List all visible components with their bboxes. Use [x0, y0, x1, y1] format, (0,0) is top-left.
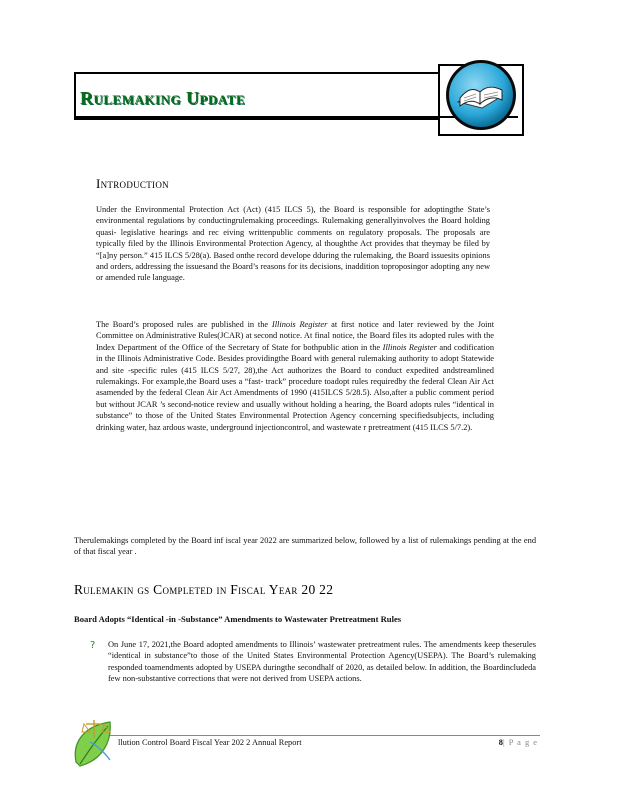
paragraph-2-italic-a: Illinois Register	[271, 320, 328, 329]
introduction-heading: Introduction	[96, 176, 169, 191]
page-number: 8	[498, 738, 503, 747]
completed-subheading: Board Adopts “Identical -in -Substance” Amendments to Wastewater Pretreatment Rules	[74, 614, 402, 624]
page-label: | P a g e	[502, 738, 538, 747]
bullet-paragraph: On June 17, 2021,the Board adopted amendments to Illinois’ wastewater pretreatment rules. The amendments keep theserules “identical in substance”to those of the United States Environmental Protection Agency(USEPA). The Board’s rulemaking responded toamendments adopted by USEPA duringthe secondhalf of 2020, as detailed below. In addition, the Boardincludeda few non-substantive corrections that were not derived from USEPA actions.	[108, 640, 536, 684]
intro-paragraph-1: Under the Environmental Protection Act (Act) (415 ILCS 5), the Board is responsible for adoptingthe State’s environmental regulations by conductingrulemaking proceedings. Rulemaking generallyinvolves the Board holding quasi- legislative hearings and rec eiving writtenpublic comments on regulatory proposals. The proposals are typically filed by the Illinois Environmental Protection Agency, al thoughthe Act provides that theymay be filed by “[a]ny person.” 415 ILCS 5/28(a). Based onthe record develope dduring the rulemaking, the Board issuesits opinions and orders, addressing the issuesand the Board’s reasons for its decisions, inaddition toproposingor adopting any new or amended rule language.	[96, 205, 490, 283]
paragraph-2-italic-b: Illinois Register	[382, 342, 437, 352]
leaf-scales-logo	[70, 712, 122, 770]
open-book-icon	[444, 58, 518, 132]
page-indicator	[499, 738, 538, 747]
bullet-marker: ?	[90, 640, 96, 651]
paragraph-2-text-c: and codification in the Illinois Administrative Code. Besides providingthe Board with general rulemaking authority to adopt Statewide and site -specific rules (415 ILCS 5/27, 28),the Act authorizes the Board to conduct expedited andstreamlined rulemakings. For example,the Board uses a “fast- track” procedure toadopt rules requiredby the federal Clean Air Act asamended by the federal Clean Air Act Amendments of 1990 (415ILCS 5/28.5). Also,after a public comment period but without JCAR ’s second-notice review and usually without holding a hearing, the Board adopts rules “identical in substance” to those of the United States Environmental Protection Agency concerning specifiedsubjects, including drinking water, haz ardous waste, underground injectioncontrol, and wastewate r pretreatment (415 ILCS 5/7.2).	[96, 342, 495, 432]
page-title: Rulemaking Update	[80, 88, 246, 108]
footer-text: llution Control Board Fiscal Year 202 2 Annual Report	[118, 738, 302, 747]
footer-rule	[110, 735, 540, 736]
intro-paragraph-2	[96, 319, 494, 433]
paragraph-2-text-a: The Board’s proposed rules are published in the	[96, 320, 269, 329]
completed-heading: Rulemakin gs Completed in Fiscal Year 20 22	[74, 582, 334, 597]
paragraph-2-text-b: at first notice and later reviewed by the Joint Committee on Administrative Rules(JCAR) at second notice. At final notice, the Board files its adopted rules with the Index Department of the Office of the Secretary of State for bothpublic ation in the	[96, 320, 495, 352]
summary-paragraph: Therulemakings completed by the Board inf iscal year 2022 are summarized below, followed by a list of rulemakings pending at the end of that fiscal year .	[74, 536, 536, 557]
page-footer	[118, 738, 538, 747]
